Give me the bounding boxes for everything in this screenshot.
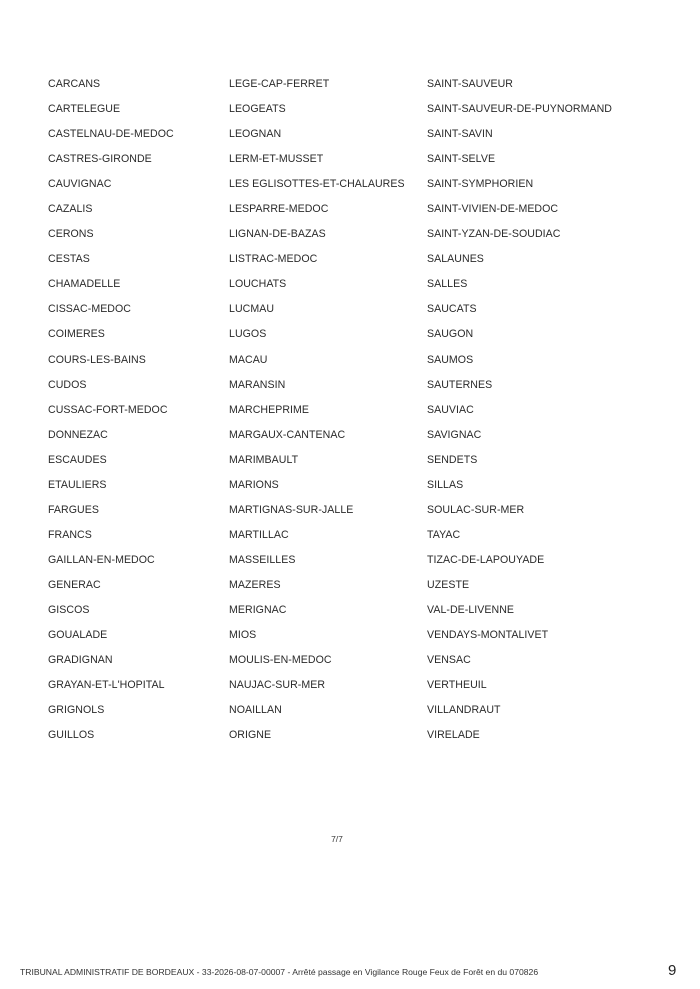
commune-item: VAL-DE-LIVENNE: [427, 603, 515, 616]
commune-item: CARCANS: [48, 78, 101, 90]
commune-item: GRAYAN-ET-L'HOPITAL: [48, 679, 165, 692]
commune-item: MARANSIN: [229, 378, 286, 391]
commune-item: SAUCATS: [427, 303, 477, 316]
commune-item: SAINT-SAUVEUR: [427, 78, 514, 90]
commune-item: NOAILLAN: [229, 704, 282, 717]
commune-item: COURS-LES-BAINS: [48, 353, 146, 366]
commune-item: GAILLAN-EN-MEDOC: [48, 553, 155, 566]
commune-item: TAYAC: [427, 528, 461, 541]
commune-item: SENDETS: [427, 453, 478, 466]
commune-item: VILLANDRAUT: [427, 704, 501, 717]
commune-item: MARTIGNAS-SUR-JALLE: [229, 503, 354, 516]
commune-item: CASTELNAU-DE-MEDOC: [48, 128, 174, 141]
commune-item: SAINT-YZAN-DE-SOUDIAC: [427, 228, 561, 241]
commune-item: LOUCHATS: [229, 278, 287, 291]
commune-item: TIZAC-DE-LAPOUYADE: [427, 553, 545, 566]
commune-item: CAUVIGNAC: [48, 178, 112, 191]
commune-item: MARTILLAC: [229, 528, 289, 541]
commune-item: LEGE-CAP-FERRET: [229, 78, 330, 90]
commune-item: SAUVIAC: [427, 403, 474, 416]
commune-column-2: [229, 76, 405, 752]
commune-item: FARGUES: [48, 503, 99, 516]
commune-item: SOULAC-SUR-MER: [427, 503, 525, 516]
commune-item: MASSEILLES: [229, 553, 296, 566]
commune-item: ORIGNE: [229, 729, 272, 742]
commune-item: LUGOS: [229, 328, 267, 341]
commune-item: DONNEZAC: [48, 428, 108, 441]
commune-item: SAVIGNAC: [427, 428, 482, 441]
commune-item: MARIONS: [229, 478, 279, 491]
commune-item: COIMERES: [48, 328, 105, 341]
commune-item: CISSAC-MEDOC: [48, 303, 132, 316]
commune-item: GRIGNOLS: [48, 704, 105, 717]
commune-item: SAINT-SAUVEUR-DE-PUYNORMAND: [427, 103, 612, 116]
commune-item: GRADIGNAN: [48, 654, 113, 667]
commune-item: SAINT-SAVIN: [427, 128, 493, 141]
commune-item: LESPARRE-MEDOC: [229, 203, 329, 216]
footer-text: TRIBUNAL ADMINISTRATIF DE BORDEAUX - 33-2026-08-07-00007 - Arrêté passage en Vigilance Rouge Feux de Forêt en du 070826: [20, 967, 539, 977]
commune-item: GISCOS: [48, 603, 90, 616]
commune-item: MAZERES: [229, 578, 281, 591]
commune-item: CAZALIS: [48, 203, 93, 216]
commune-list: [0, 76, 700, 756]
commune-item: GUILLOS: [48, 729, 95, 742]
commune-item: SAUGON: [427, 328, 474, 341]
commune-item: GOUALADE: [48, 629, 108, 642]
commune-item: LES EGLISOTTES-ET-CHALAURES: [229, 178, 405, 191]
footer-page-number: 9: [668, 962, 677, 979]
commune-item: CUSSAC-FORT-MEDOC: [48, 403, 168, 416]
commune-item: ESCAUDES: [48, 453, 107, 466]
commune-item: CASTRES-GIRONDE: [48, 153, 152, 166]
commune-item: VERTHEUIL: [427, 679, 487, 692]
commune-item: LERM-ET-MUSSET: [229, 153, 324, 166]
commune-item: CHAMADELLE: [48, 278, 121, 291]
commune-item: MERIGNAC: [229, 603, 287, 616]
commune-item: SAUMOS: [427, 353, 474, 366]
commune-item: CUDOS: [48, 378, 87, 391]
commune-item: MIOS: [229, 629, 257, 642]
commune-item: LIGNAN-DE-BAZAS: [229, 228, 326, 241]
commune-item: LUCMAU: [229, 303, 275, 316]
commune-item: VIRELADE: [427, 729, 480, 742]
commune-item: CERONS: [48, 228, 94, 241]
commune-item: UZESTE: [427, 578, 470, 591]
commune-item: CESTAS: [48, 253, 90, 266]
commune-item: GENERAC: [48, 578, 101, 591]
commune-item: MACAU: [229, 353, 268, 366]
commune-item: MARCHEPRIME: [229, 403, 310, 416]
commune-column-3: [427, 76, 612, 752]
commune-item: SAINT-SELVE: [427, 153, 496, 166]
commune-item: MARGAUX-CANTENAC: [229, 428, 346, 441]
page-number: 7/7: [331, 834, 343, 844]
commune-item: MOULIS-EN-MEDOC: [229, 654, 332, 667]
commune-item: MARIMBAULT: [229, 453, 299, 466]
commune-item: SILLAS: [427, 478, 464, 491]
commune-item: SAINT-VIVIEN-DE-MEDOC: [427, 203, 559, 216]
commune-item: VENDAYS-MONTALIVET: [427, 629, 549, 642]
commune-item: FRANCS: [48, 528, 92, 541]
commune-item: ETAULIERS: [48, 478, 107, 491]
commune-item: NAUJAC-SUR-MER: [229, 679, 326, 692]
commune-item: SAUTERNES: [427, 378, 493, 391]
commune-item: LEOGEATS: [229, 103, 286, 116]
commune-item: LISTRAC-MEDOC: [229, 253, 318, 266]
commune-item: CARTELEGUE: [48, 103, 121, 116]
commune-column-1: [48, 76, 174, 752]
commune-item: LEOGNAN: [229, 128, 282, 141]
commune-item: VENSAC: [427, 654, 471, 667]
commune-item: SALLES: [427, 278, 468, 291]
commune-item: SALAUNES: [427, 253, 484, 266]
commune-item: SAINT-SYMPHORIEN: [427, 178, 534, 191]
